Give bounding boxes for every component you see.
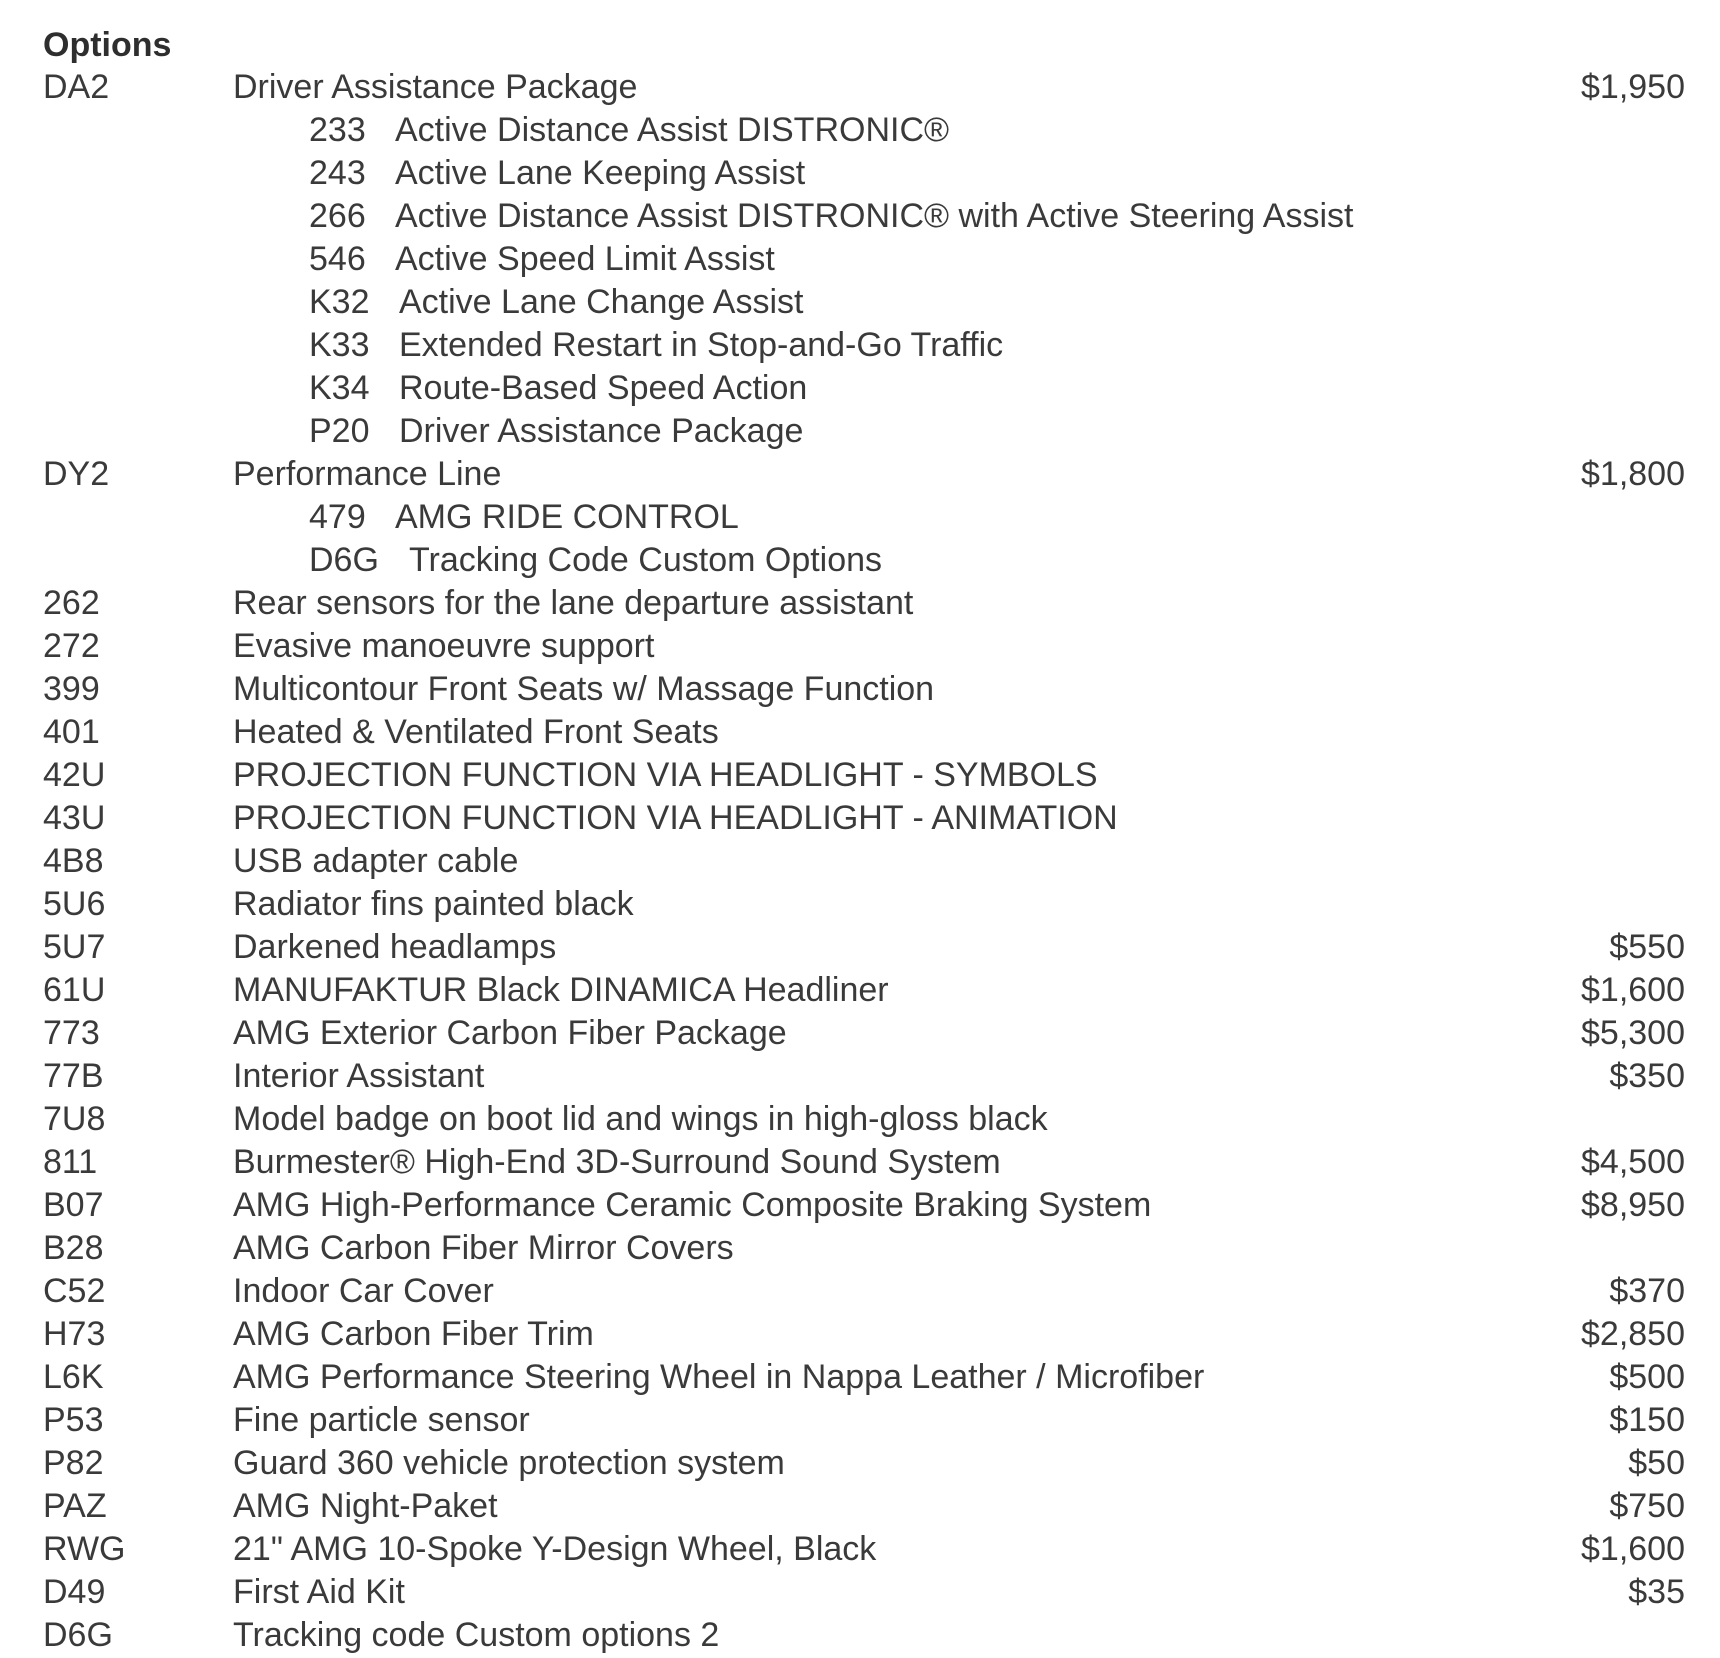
option-description: Interior Assistant [233,1057,485,1095]
option-code: DA2 [43,68,110,106]
option-code: B28 [43,1229,104,1267]
option-code: D49 [43,1573,106,1611]
option-row [43,926,1685,969]
option-description: Radiator fins painted black [233,885,634,923]
option-row [43,1528,1685,1571]
option-row [43,1270,1685,1313]
sub-item-code: K32 [309,283,370,321]
option-description: PROJECTION FUNCTION VIA HEADLIGHT - ANIMATION [233,799,1118,837]
package-sub-item [43,539,1685,582]
option-price: $50 [1628,1444,1685,1482]
package-sub-item [43,496,1685,539]
section-title: Options [43,26,172,64]
option-row [43,582,1685,625]
option-description: Heated & Ventilated Front Seats [233,713,719,751]
option-description: Burmester® High-End 3D-Surround Sound System [233,1143,1001,1181]
option-description: Tracking code Custom options 2 [233,1616,720,1654]
sub-item-description: Route-Based Speed Action [399,369,808,407]
option-code: 399 [43,670,100,708]
option-price: $150 [1609,1401,1685,1439]
option-price: $8,950 [1581,1186,1685,1224]
option-description: Rear sensors for the lane departure assistant [233,584,914,622]
sub-item-description: AMG RIDE CONTROL [395,498,739,536]
package-sub-item [43,281,1685,324]
sub-item-code: 233 [309,111,366,149]
option-row [43,1399,1685,1442]
option-row [43,1227,1685,1270]
option-row [43,1098,1685,1141]
option-code: 401 [43,713,100,751]
option-description: Guard 360 vehicle protection system [233,1444,785,1482]
sub-item-description: Active Distance Assist DISTRONIC® with Active Steering Assist [395,197,1354,235]
package-sub-item [43,238,1685,281]
option-price: $4,500 [1581,1143,1685,1181]
option-description: AMG Carbon Fiber Mirror Covers [233,1229,734,1267]
package-sub-item [43,152,1685,195]
option-row [43,1141,1685,1184]
option-price: $550 [1609,928,1685,966]
sub-item-code: K34 [309,369,370,407]
option-price: $1,600 [1581,971,1685,1009]
sub-item-code: 266 [309,197,366,235]
package-sub-item [43,367,1685,410]
option-description: Model badge on boot lid and wings in high-gloss black [233,1100,1048,1138]
package-sub-item [43,195,1685,238]
option-code: D6G [43,1616,113,1654]
option-row [43,668,1685,711]
option-code: 262 [43,584,100,622]
option-row [43,66,1685,109]
option-code: H73 [43,1315,106,1353]
sub-item-code: P20 [309,412,370,450]
option-price: $35 [1628,1573,1685,1611]
option-row [43,1614,1685,1657]
option-code: P53 [43,1401,104,1439]
option-code: 811 [43,1143,98,1181]
options-list [43,66,1685,1657]
option-code: 43U [43,799,106,837]
option-description: MANUFAKTUR Black DINAMICA Headliner [233,971,889,1009]
package-sub-item [43,109,1685,152]
option-code: C52 [43,1272,106,1310]
option-row [43,1356,1685,1399]
option-price: $350 [1609,1057,1685,1095]
package-sub-item [43,324,1685,367]
option-description: AMG Night-Paket [233,1487,498,1525]
option-row [43,711,1685,754]
option-description: Indoor Car Cover [233,1272,494,1310]
sub-item-description: Driver Assistance Package [399,412,804,450]
option-description: Fine particle sensor [233,1401,530,1439]
option-description: Driver Assistance Package [233,68,638,106]
option-price: $1,600 [1581,1530,1685,1568]
option-price: $500 [1609,1358,1685,1396]
option-price: $1,950 [1581,68,1685,106]
option-code: 77B [43,1057,104,1095]
option-row [43,840,1685,883]
option-description: First Aid Kit [233,1573,405,1611]
sub-item-code: D6G [309,541,379,579]
option-description: PROJECTION FUNCTION VIA HEADLIGHT - SYMBOLS [233,756,1098,794]
option-code: 7U8 [43,1100,106,1138]
option-row [43,1571,1685,1614]
option-description: USB adapter cable [233,842,519,880]
option-row [43,1442,1685,1485]
sub-item-code: 479 [309,498,366,536]
option-row [43,1012,1685,1055]
option-price: $5,300 [1581,1014,1685,1052]
option-code: 5U6 [43,885,106,923]
option-description: Darkened headlamps [233,928,557,966]
option-code: DY2 [43,455,110,493]
package-sub-item [43,410,1685,453]
option-row [43,1313,1685,1356]
option-code: 5U7 [43,928,106,966]
option-row [43,754,1685,797]
option-row [43,625,1685,668]
option-price: $370 [1609,1272,1685,1310]
option-price: $750 [1609,1487,1685,1525]
option-description: AMG High-Performance Ceramic Composite Braking System [233,1186,1152,1224]
sub-item-code: 243 [309,154,366,192]
sub-item-code: 546 [309,240,366,278]
option-description: 21" AMG 10-Spoke Y-Design Wheel, Black [233,1530,877,1568]
option-row [43,1485,1685,1528]
option-description: Performance Line [233,455,502,493]
option-description: AMG Performance Steering Wheel in Nappa Leather / Microfiber [233,1358,1205,1396]
option-code: 61U [43,971,106,1009]
option-code: 773 [43,1014,100,1052]
option-row [43,1055,1685,1098]
option-code: 42U [43,756,106,794]
option-code: RWG [43,1530,126,1568]
option-row [43,969,1685,1012]
sub-item-description: Tracking Code Custom Options [409,541,883,579]
option-description: Multicontour Front Seats w/ Massage Function [233,670,935,708]
option-description: Evasive manoeuvre support [233,627,655,665]
option-price: $1,800 [1581,455,1685,493]
options-document [43,24,1685,1657]
sub-item-description: Extended Restart in Stop-and-Go Traffic [399,326,1004,364]
option-code: 4B8 [43,842,104,880]
option-row [43,1184,1685,1227]
option-row [43,883,1685,926]
sub-item-code: K33 [309,326,370,364]
option-code: L6K [43,1358,104,1396]
option-row [43,797,1685,840]
option-price: $2,850 [1581,1315,1685,1353]
sub-item-description: Active Lane Keeping Assist [395,154,806,192]
sub-item-description: Active Lane Change Assist [399,283,804,321]
option-row [43,453,1685,496]
sub-item-description: Active Distance Assist DISTRONIC® [395,111,950,149]
option-description: AMG Carbon Fiber Trim [233,1315,594,1353]
option-code: 272 [43,627,100,665]
option-code: P82 [43,1444,104,1482]
option-code: PAZ [43,1487,107,1525]
option-description: AMG Exterior Carbon Fiber Package [233,1014,787,1052]
sub-item-description: Active Speed Limit Assist [395,240,775,278]
option-code: B07 [43,1186,104,1224]
